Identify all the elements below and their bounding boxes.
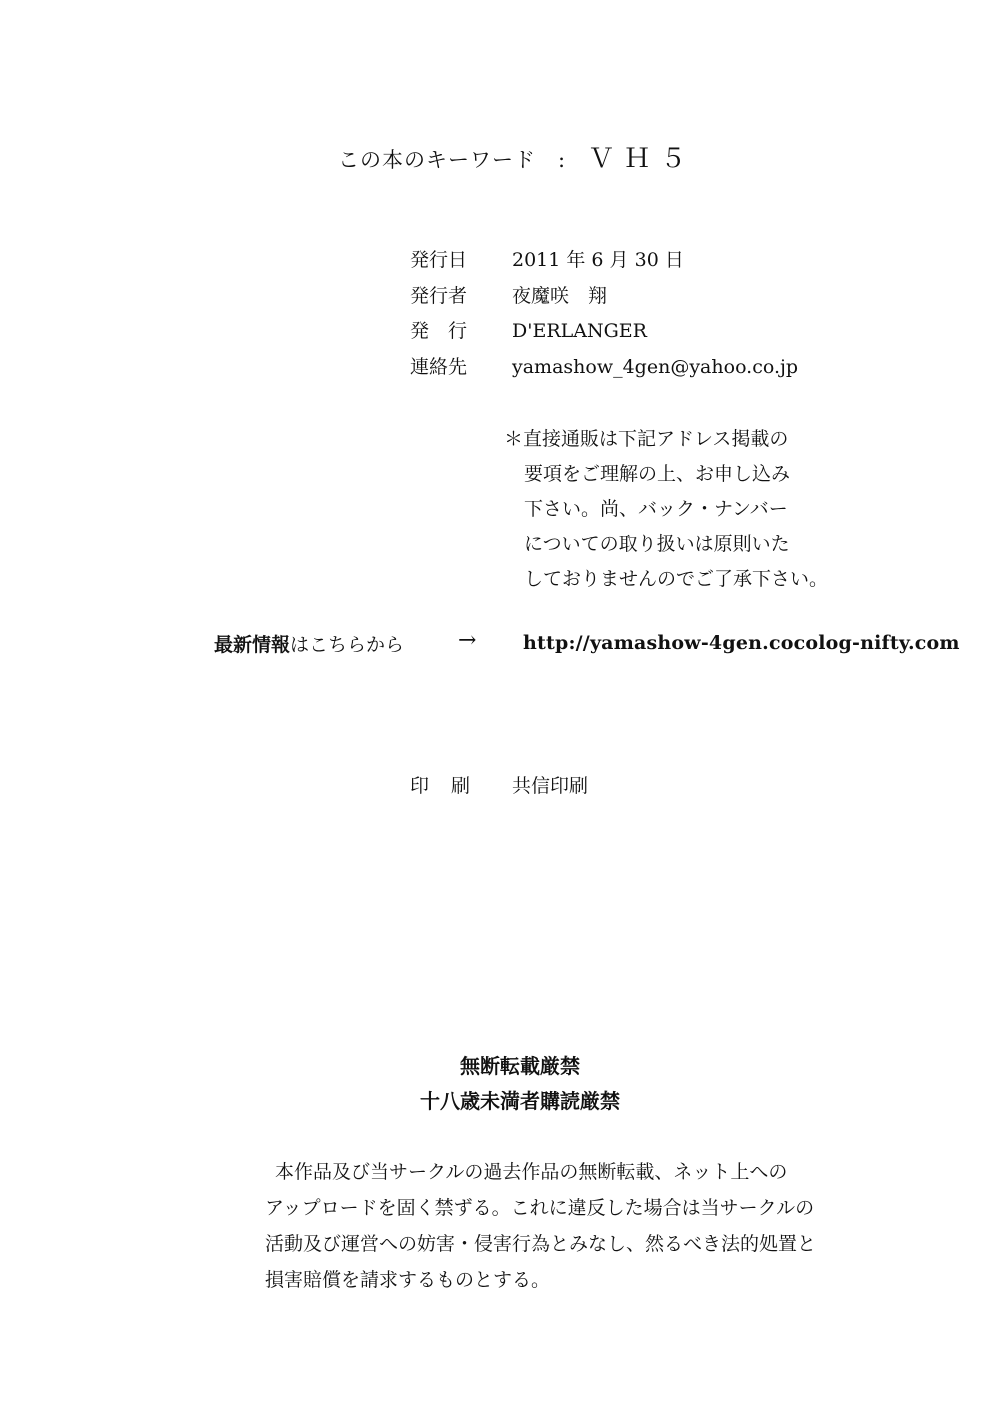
notice-line: 本作品及び当サークルの過去作品の無断転載、ネット上への [275,1161,788,1183]
publisher-label: 発 行 [410,320,468,342]
publisher-person-row [410,281,607,308]
keyword-label: この本のキーワード [338,148,536,172]
issue-date-value: 2011 年 6 月 30 日 [512,249,684,271]
contact-row [410,352,798,379]
website-url-link[interactable]: http://yamashow-4gen.cocolog-nifty.com [523,632,960,654]
issue-date-row [410,245,684,272]
publisher-row [410,316,647,343]
notice-line: アップロードを固く禁ずる。これに違反した場合は当サークルの [265,1197,815,1219]
contact-email[interactable]: yamashow_4gen@yahoo.co.jp [512,356,799,378]
keyword-value: ＶＨ５ [588,144,697,174]
keyword-separator: : [558,148,567,172]
latest-info-label-rest: はこちらから [290,634,405,656]
arrow-right-icon: → [458,628,477,653]
contact-label: 連絡先 [410,356,468,378]
printing-label: 印刷 [410,775,493,797]
note-line: 下さい。尚、バック・ナンバー [524,498,788,520]
printing-row [410,771,588,798]
issue-date-label: 発行日 [410,249,468,271]
latest-info-label [214,630,404,657]
publisher-person-value: 夜魔咲 翔 [512,285,608,307]
notice-line: 活動及び運営への妨害・侵害行為とみなし、然るべき法的処置と [265,1233,817,1255]
publisher-value: D'ERLANGER [512,320,647,342]
publisher-person-label: 発行者 [410,285,468,307]
note-line: しておりませんのでご了承下さい。 [524,568,829,590]
notice-line: 損害賠償を請求するものとする。 [265,1269,551,1291]
note-line: 要項をご理解の上、お申し込み [524,463,791,485]
mail-order-note [504,422,828,597]
keyword-line [338,138,696,175]
note-line: ＊直接通販は下記アドレス掲載の [504,428,789,450]
notice-title-age-restriction: 十八歳未満者購読厳禁 [420,1089,620,1113]
latest-info-label-bold: 最新情報 [214,634,291,656]
notice-title-no-reprint: 無断転載厳禁 [460,1054,580,1078]
note-line: についての取り扱いは原則いた [524,533,790,555]
notice-body [265,1154,816,1298]
printing-value: 共信印刷 [512,775,589,797]
